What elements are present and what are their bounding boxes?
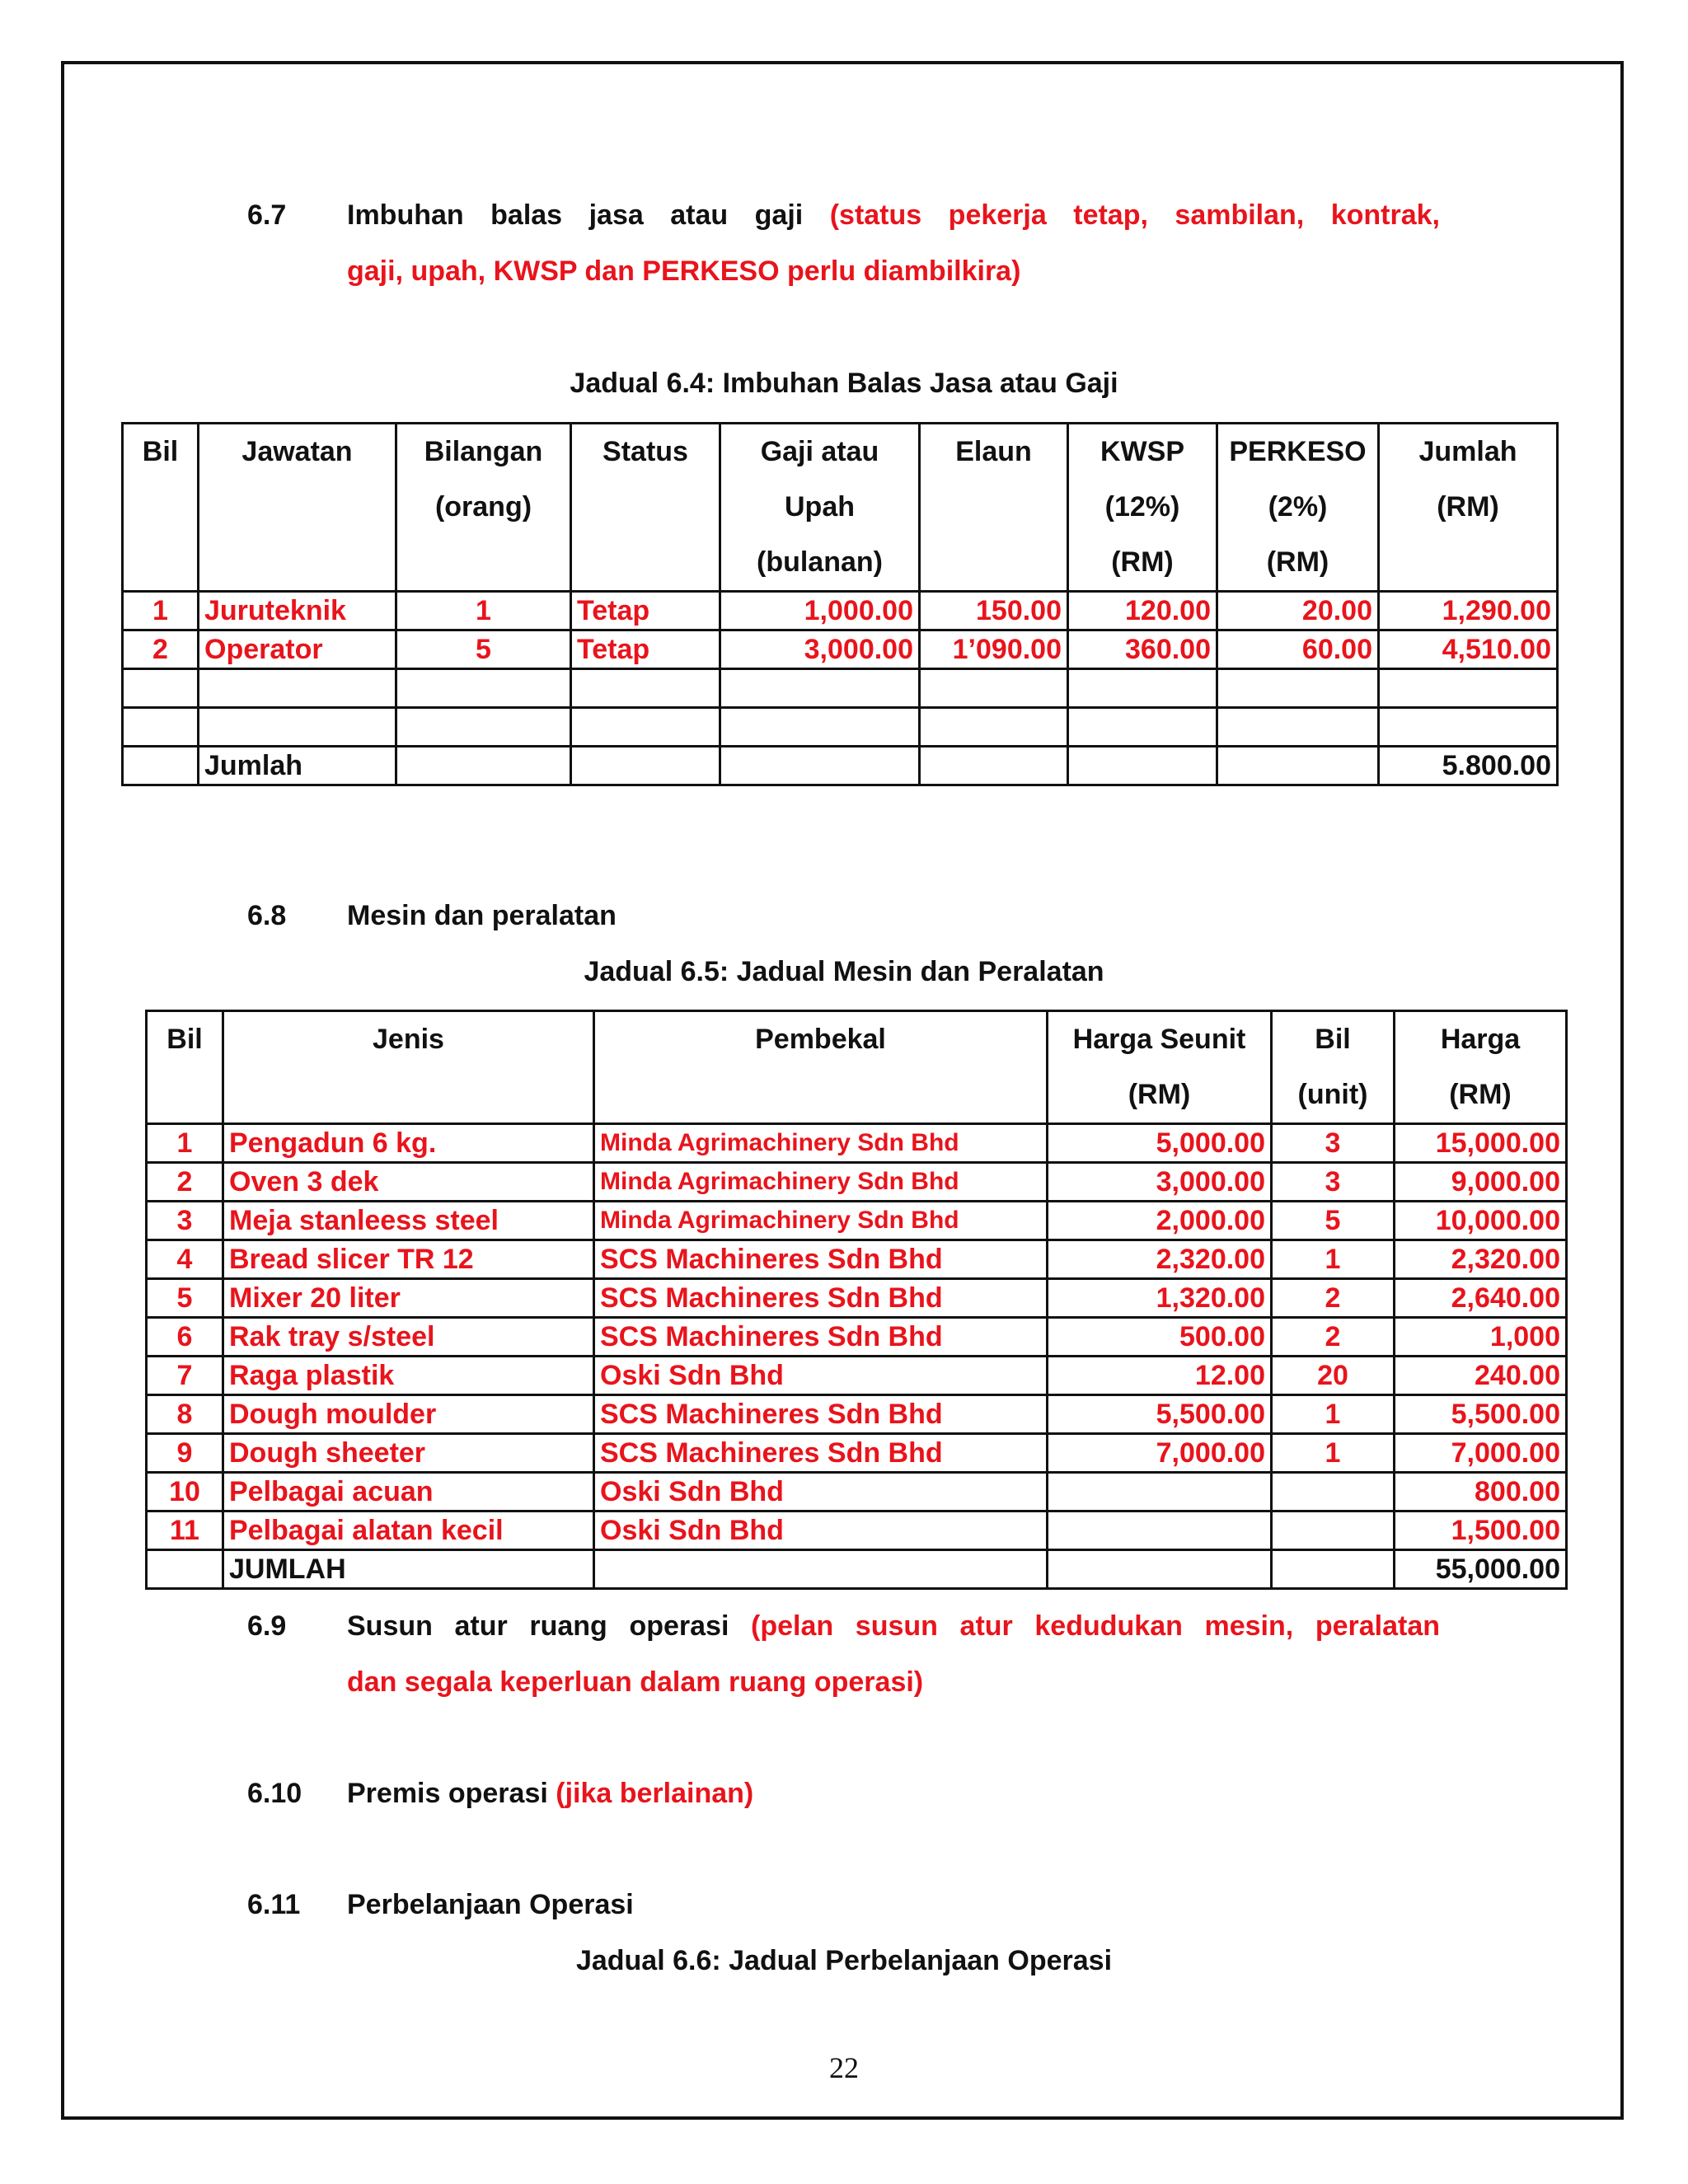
cell-bil-unit: 1 [1272,1240,1395,1279]
section-6-11-title: Perbelanjaan Operasi [347,1889,634,1920]
table-6-4-caption: Jadual 6.4: Imbuhan Balas Jasa atau Gaji [570,368,1118,399]
cell-harga: 10,000.00 [1395,1202,1567,1240]
cell-harga: 2,640.00 [1395,1279,1567,1318]
table-6-6-caption: Jadual 6.6: Jadual Perbelanjaan Operasi [575,1945,1113,1976]
machinery-table [145,1010,1568,1590]
header-bilangan: Bilangan (orang) [396,424,571,592]
cell-harga-seunit: 500.00 [1048,1318,1272,1357]
table-row [147,1163,1567,1202]
cell-jenis: Meja stanleess steel [223,1202,594,1240]
cell-pembekal: Minda Agrimachinery Sdn Bhd [594,1124,1048,1163]
salary-table-header [123,424,1558,592]
cell-jenis: Dough moulder [223,1395,594,1434]
cell-bil: 4 [147,1240,223,1279]
section-6-7-note-line2: gaji, upah, KWSP dan PERKESO perlu diambilkira) [347,255,1021,287]
cell-pembekal: Oski Sdn Bhd [594,1473,1048,1511]
section-6-8-number: 6.8 [247,900,287,931]
cell-pembekal: Oski Sdn Bhd [594,1511,1048,1550]
machinery-table-header [147,1011,1567,1124]
cell-jawatan: Juruteknik [199,592,396,630]
cell-harga-seunit: 12.00 [1048,1357,1272,1395]
cell-gaji: 3,000.00 [720,630,920,669]
table-row [147,1318,1567,1357]
section-6-7-note-line1: (status pekerja tetap, sambilan, kontrak, [829,199,1441,231]
total-value: 5.800.00 [1379,747,1558,785]
cell-bil: 1 [123,592,199,630]
cell-gaji: 1,000.00 [720,592,920,630]
cell-bil-unit: 1 [1272,1395,1395,1434]
empty-row [123,708,1558,747]
header-harga-seunit: Harga Seunit (RM) [1048,1011,1272,1124]
cell-elaun: 150.00 [920,592,1068,630]
cell-jenis: Oven 3 dek [223,1163,594,1202]
cell-pembekal: SCS Machineres Sdn Bhd [594,1318,1048,1357]
cell-perkeso: 60.00 [1217,630,1379,669]
cell-harga: 5,500.00 [1395,1395,1567,1434]
table-row [147,1240,1567,1279]
table-6-5-caption: Jadual 6.5: Jadual Mesin dan Peralatan [584,956,1104,987]
table-row [147,1434,1567,1473]
header-jumlah: Jumlah (RM) [1379,424,1558,592]
cell-status: Tetap [571,630,720,669]
cell-bil-unit: 3 [1272,1163,1395,1202]
section-6-7-number: 6.7 [247,199,287,231]
total-row [147,1550,1567,1589]
cell-bil-unit: 2 [1272,1279,1395,1318]
header-elaun: Elaun [920,424,1068,592]
section-6-10-number: 6.10 [247,1778,302,1809]
cell-bil: 9 [147,1434,223,1473]
cell-harga: 2,320.00 [1395,1240,1567,1279]
table-row [147,1395,1567,1434]
cell-bil-unit: 20 [1272,1357,1395,1395]
cell-pembekal: SCS Machineres Sdn Bhd [594,1279,1048,1318]
page-number: 22 [829,2051,859,2084]
table-row [147,1202,1567,1240]
cell-bil-unit: 1 [1272,1434,1395,1473]
cell-bil: 11 [147,1511,223,1550]
table-row [123,630,1558,669]
cell-kwsp: 360.00 [1068,630,1217,669]
cell-harga: 1,000 [1395,1318,1567,1357]
header-status: Status [571,424,720,592]
cell-pembekal: Minda Agrimachinery Sdn Bhd [594,1202,1048,1240]
total-row [123,747,1558,785]
cell-harga: 1,500.00 [1395,1511,1567,1550]
table-row [147,1357,1567,1395]
cell-jumlah: 1,290.00 [1379,592,1558,630]
cell-pembekal: SCS Machineres Sdn Bhd [594,1240,1048,1279]
table-row [147,1124,1567,1163]
cell-jenis: Rak tray s/steel [223,1318,594,1357]
cell-harga-seunit [1048,1473,1272,1511]
section-6-9-title: Susun atur ruang operasi [347,1610,729,1642]
cell-jenis: Mixer 20 liter [223,1279,594,1318]
cell-bil: 8 [147,1395,223,1434]
cell-harga-seunit: 2,000.00 [1048,1202,1272,1240]
cell-jenis: Bread slicer TR 12 [223,1240,594,1279]
cell-harga-seunit: 5,500.00 [1048,1395,1272,1434]
cell-pembekal: SCS Machineres Sdn Bhd [594,1434,1048,1473]
header-bil: Bil [123,424,199,592]
cell-harga: 800.00 [1395,1473,1567,1511]
header-jawatan: Jawatan [199,424,396,592]
cell-bil: 2 [147,1163,223,1202]
header-jenis: Jenis [223,1011,594,1124]
cell-perkeso: 20.00 [1217,592,1379,630]
cell-harga-seunit: 3,000.00 [1048,1163,1272,1202]
table-row [123,592,1558,630]
header-gaji: Gaji atau Upah (bulanan) [720,424,920,592]
cell-harga: 240.00 [1395,1357,1567,1395]
cell-harga-seunit: 7,000.00 [1048,1434,1272,1473]
table-row [147,1511,1567,1550]
cell-harga-seunit: 2,320.00 [1048,1240,1272,1279]
cell-jenis: Raga plastik [223,1357,594,1395]
cell-bil: 2 [123,630,199,669]
section-6-9-note-line1: (pelan susun atur kedudukan mesin, peralatan [751,1610,1441,1642]
cell-bilangan: 5 [396,630,571,669]
cell-bil: 10 [147,1473,223,1511]
cell-bil: 7 [147,1357,223,1395]
cell-bil-unit [1272,1511,1395,1550]
section-6-9-note-line2: dan segala keperluan dalam ruang operasi) [347,1666,924,1698]
cell-status: Tetap [571,592,720,630]
cell-harga-seunit: 1,320.00 [1048,1279,1272,1318]
header-pembekal: Pembekal [594,1011,1048,1124]
total-value: 55,000.00 [1395,1550,1567,1589]
table-row [147,1279,1567,1318]
section-6-11-number: 6.11 [247,1889,301,1920]
cell-bil-unit: 2 [1272,1318,1395,1357]
cell-harga-seunit: 5,000.00 [1048,1124,1272,1163]
section-6-9-number: 6.9 [247,1610,287,1642]
cell-bil-unit [1272,1473,1395,1511]
header-bil-unit: Bil (unit) [1272,1011,1395,1124]
section-6-10-note: (jika berlainan) [556,1778,754,1809]
cell-jumlah: 4,510.00 [1379,630,1558,669]
cell-bil-unit: 3 [1272,1124,1395,1163]
header-bil: Bil [147,1011,223,1124]
cell-harga: 7,000.00 [1395,1434,1567,1473]
section-6-9-heading [347,1610,1440,1643]
cell-harga-seunit [1048,1511,1272,1550]
header-perkeso: PERKESO (2%) (RM) [1217,424,1379,592]
cell-bil: 1 [147,1124,223,1163]
header-kwsp: KWSP (12%) (RM) [1068,424,1217,592]
cell-bilangan: 1 [396,592,571,630]
cell-pembekal: Oski Sdn Bhd [594,1357,1048,1395]
cell-jenis: Pelbagai acuan [223,1473,594,1511]
cell-elaun: 1’090.00 [920,630,1068,669]
cell-jawatan: Operator [199,630,396,669]
cell-jenis: Pelbagai alatan kecil [223,1511,594,1550]
section-6-10-heading [347,1778,753,1810]
section-6-7-heading [347,199,1440,232]
cell-bil: 6 [147,1318,223,1357]
cell-jenis: Pengadun 6 kg. [223,1124,594,1163]
section-6-7-title: Imbuhan balas jasa atau gaji [347,199,804,231]
table-row [147,1473,1567,1511]
header-harga: Harga (RM) [1395,1011,1567,1124]
salary-table [121,422,1559,786]
section-6-8-title: Mesin dan peralatan [347,900,617,931]
cell-bil-unit: 5 [1272,1202,1395,1240]
cell-harga: 9,000.00 [1395,1163,1567,1202]
cell-jenis: Dough sheeter [223,1434,594,1473]
cell-bil: 5 [147,1279,223,1318]
cell-pembekal: SCS Machineres Sdn Bhd [594,1395,1048,1434]
cell-harga: 15,000.00 [1395,1124,1567,1163]
cell-kwsp: 120.00 [1068,592,1217,630]
cell-pembekal: Minda Agrimachinery Sdn Bhd [594,1163,1048,1202]
total-label: Jumlah [199,747,396,785]
cell-bil: 3 [147,1202,223,1240]
empty-row [123,669,1558,708]
total-label: JUMLAH [223,1550,594,1589]
section-6-10-title: Premis operasi [347,1778,548,1809]
